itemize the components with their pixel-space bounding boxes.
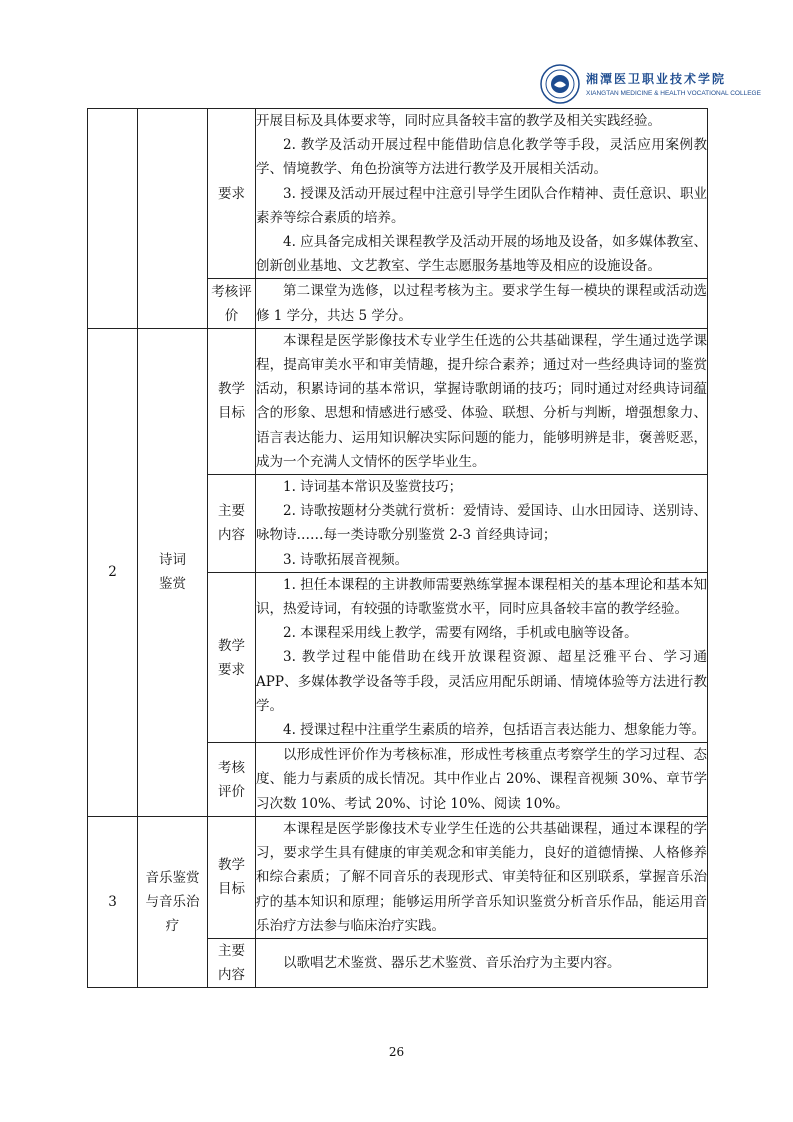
row2-req-content: 1. 担任本课程的主讲教师需要熟练掌握本课程相关的基本理论和基本知识，热爱诗词，有较强的诗歌鉴赏水平，同时应具备较丰富的教学经验。 2. 本课程采用线上教学，需要有网络，手机或电脑等设备。 3. 教学过程中能借助在线开放课程资源、超星泛雅平台、学习通 APP、多媒体教学设备等手段，灵活应用配乐朗诵、情境体验等方法进行教学。 4. 授课过程中注重学生素质的培养，包括语言表达能力、想象能力等。 [256, 572, 708, 742]
row2-eval-content: 以形成性评价作为考核标准，形成性考核重点考察学生的学习过程、态度、能力与素质的成长情况。其中作业占 20%、课程音视频 30%、章节学习次数 10%、考试 20%、讨论 10%、阅读 10%。 [256, 743, 708, 817]
row2-goal-label: 教学目标 [208, 328, 256, 474]
row2-content-label: 主要内容 [208, 475, 256, 573]
school-name-cn: 湘潭医卫职业技术学院 [586, 72, 727, 86]
table-row [88, 109, 708, 279]
row1-name-cell [138, 109, 208, 329]
row3-goal-content: 本课程是医学影像技术专业学生任选的公共基础课程，通过本课程的学习，要求学生具有健康的审美观念和审美能力，良好的道德情操、人格修养和综合素质；了解不同音乐的表现形式、审美特征和区别联系，掌握音乐治疗的基本知识和原理；能够运用所学音乐知识鉴赏分析音乐作品，能运用音乐治疗方法参与临床治疗实践。 [256, 816, 708, 938]
row1-eval-label: 考核评价 [208, 279, 256, 328]
page-header [540, 64, 761, 108]
row3-number: 3 [88, 816, 138, 987]
row2-number: 2 [88, 328, 138, 816]
row1-eval-content: 第二课堂为选修，以过程考核为主。要求学生每一模块的课程或活动选修 1 学分，共达 5 学分。 [256, 279, 708, 328]
row2-goal-content: 本课程是医学影像技术专业学生任选的公共基础课程，学生通过选学课程，提高审美水平和审美情趣，提升综合素养；通过对一些经典诗词的鉴赏活动，积累诗词的基本常识，掌握诗歌朗诵的技巧；同时通过对经典诗词蕴含的形象、思想和情感进行感受、体验、联想、分析与判断，增强想象力、语言表达能力、运用知识解决实际问题的能力，能够明辨是非，褒善贬恶，成为一个充满人文情怀的医学毕业生。 [256, 328, 708, 474]
row2-main-content: 1. 诗词基本常识及鉴赏技巧； 2. 诗歌按题材分类就行赏析：爱情诗、爱国诗、山水田园诗、送别诗、咏物诗……每一类诗歌分别鉴赏 2-3 首经典诗词； 3. 诗歌拓展音视频。 [256, 475, 708, 573]
page-number: 26 [388, 1045, 405, 1059]
row1-req-label: 要求 [208, 109, 256, 279]
school-name-en: XIANGTAN MEDICINE & HEALTH VOCATIONAL COLLEGE [586, 90, 761, 97]
row2-eval-label: 考核评价 [208, 743, 256, 817]
row3-goal-label: 教学目标 [208, 816, 256, 938]
row1-number-cell [88, 109, 138, 329]
row1-req-content: 开展目标及具体要求等，同时应具备较丰富的教学及相关实践经验。 2. 教学及活动开展过程中能借助信息化教学等手段，灵活应用案例教学、情境教学、角色扮演等方法进行教学及开展相关活动。 3. 授课及活动开展过程中注意引导学生团队合作精神、责任意识、职业素养等综合素质的培养。 4. 应具备完成相关课程教学及活动开展的场地及设备，如多媒体教室、创新创业基地、文艺教室、学生志愿服务基地等及相应的设施设备。 [256, 109, 708, 279]
table-row [88, 328, 708, 474]
college-logo-icon [540, 64, 580, 104]
row3-main-content: 以歌唱艺术鉴赏、器乐艺术鉴赏、音乐治疗为主要内容。 [256, 938, 708, 987]
row2-req-label: 教学要求 [208, 572, 256, 742]
row2-course-name: 诗词鉴赏 [138, 328, 208, 816]
row3-content-label: 主要内容 [208, 938, 256, 987]
curriculum-table [87, 108, 708, 988]
row3-course-name: 音乐鉴赏与音乐治疗 [138, 816, 208, 987]
table-row [88, 816, 708, 938]
